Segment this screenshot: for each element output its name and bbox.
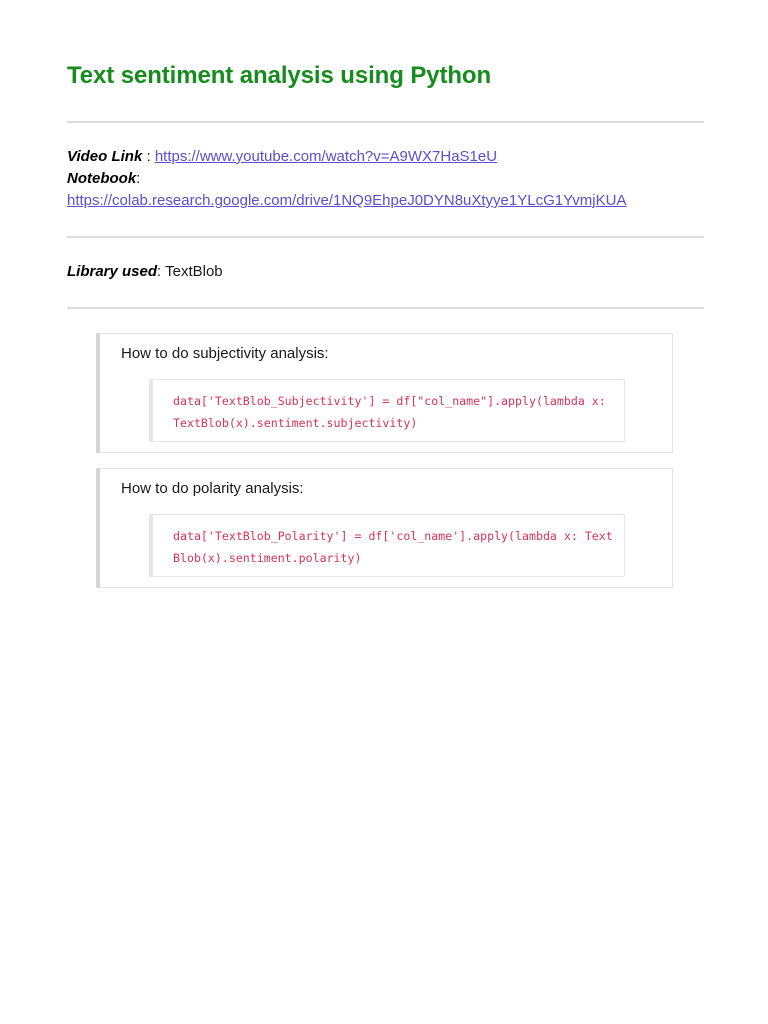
video-link-label: Video Link: [67, 148, 143, 165]
notebook-link-url[interactable]: https://colab.research.google.com/drive/1NQ9EhpeJ0DYN8uXtyye1YLcG1YvmjKUA: [67, 192, 627, 209]
code-block: [149, 379, 625, 442]
library-separator: :: [157, 263, 166, 280]
divider: [67, 236, 704, 238]
callout-heading: How to do subjectivity analysis:: [121, 345, 329, 362]
code-snippet: data['TextBlob_Polarity'] = df['col_name'].apply(lambda x: TextBlob(x).sentiment.polarity): [173, 529, 613, 565]
code-block: [149, 514, 625, 577]
video-link-row: [67, 146, 497, 168]
page-title: Text sentiment analysis using Python: [67, 62, 492, 89]
code-snippet: data['TextBlob_Subjectivity'] = df["col_name"].apply(lambda x: TextBlob(x).sentiment.subjectivity): [173, 394, 613, 430]
callout-subjectivity: [96, 333, 673, 453]
notebook-label: Notebook: [67, 170, 137, 187]
video-link-url[interactable]: https://www.youtube.com/watch?v=A9WX7HaS1eU: [154, 148, 498, 165]
library-label: Library used: [67, 263, 158, 280]
notebook-separator: :: [136, 170, 141, 187]
video-link-separator: :: [142, 148, 155, 165]
notebook-link-row: [67, 190, 626, 212]
notebook-row: [67, 168, 140, 190]
callout-heading: How to do polarity analysis:: [121, 480, 304, 497]
library-row: [67, 261, 223, 283]
divider: [67, 121, 704, 123]
library-value: TextBlob: [165, 263, 223, 280]
divider: [67, 307, 704, 309]
callout-polarity: [96, 468, 673, 588]
